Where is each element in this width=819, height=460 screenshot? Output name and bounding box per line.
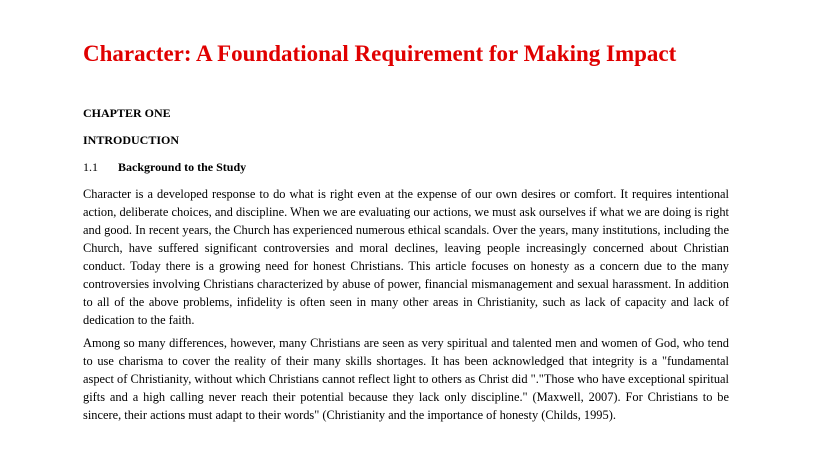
section-heading [83,160,246,175]
body-paragraph-2: Among so many differences, however, many Christians are seen as very spiritual and talented men and women of God, who tend to use charisma to cover the reality of their many skills shortages. It has been acknowledged that integrity is a "fundamental aspect of Christianity, without which Christians cannot reflect light to others as Christ did "."Those who have exceptional spiritual gifts and a high calling never reach their potential because they lack only discipline." (Maxwell, 2007). For Christians to be sincere, their actions must adapt to their words" (Christianity and the importance of honesty (Childs, 1995). [83,336,729,422]
body-paragraph-1: Character is a developed response to do what is right even at the expense of our own desires or comfort. It requires intentional action, deliberate choices, and discipline. When we are evaluating our actions, we must ask ourselves if what we are doing is right and good. In recent years, the Church has experienced numerous ethical scandals. Over the years, many institutions, including the Church, have suffered significant controversies and moral declines, leaving people increasingly concerned about Christian conduct. Today there is a growing need for honest Christians. This article focuses on honesty as a concern due to the many controversies involving Christians characterized by abuse of power, financial mismanagement and sexual harassment. In addition to all of the above problems, infidelity is often seen in many other areas in Christianity, such as lack of capacity and lack of dedication to the faith. [83,187,729,327]
section-number: 1.1 [83,160,98,174]
introduction-heading: INTRODUCTION [83,133,180,147]
section-title: Background to the Study [118,160,247,174]
chapter-label: CHAPTER ONE [83,106,171,120]
document-title: Character: A Foundational Requirement for Making Impact [83,41,677,66]
